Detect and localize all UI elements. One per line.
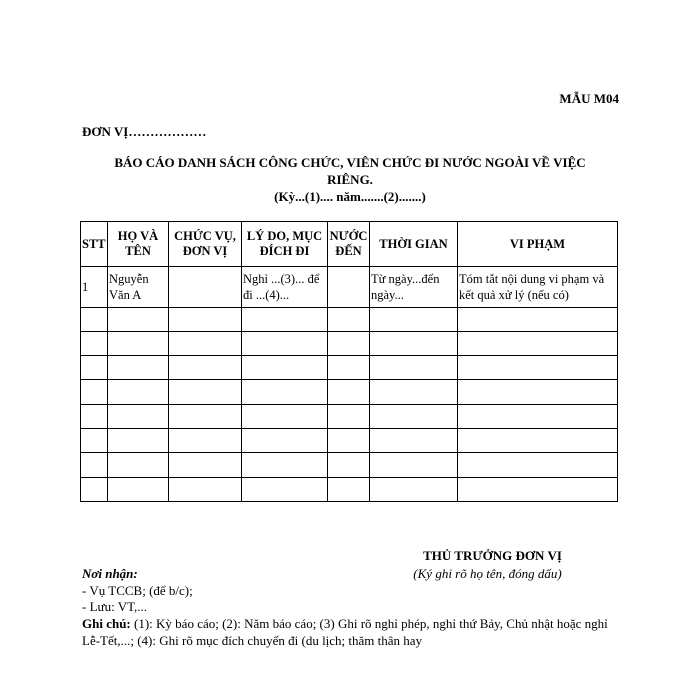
cell-reason-purpose: Nghỉ ...(3)... để đi ...(4)... bbox=[242, 267, 328, 307]
cell-violation: Tóm tắt nội dung vi phạm và kết quả xử lý (nếu có) bbox=[458, 267, 618, 307]
report-table bbox=[80, 221, 618, 502]
cell-time: Từ ngày...đến ngày... bbox=[370, 267, 458, 307]
report-period: (Kỳ...(1).... năm.......(2).......) bbox=[274, 189, 426, 204]
report-title: BÁO CÁO DANH SÁCH CÔNG CHỨC, VIÊN CHỨC ĐI NƯỚC NGOÀI VỀ VIỆC RIÊNG. bbox=[114, 155, 586, 187]
header-reason-purpose: LÝ DO, MỤC ĐÍCH ĐI bbox=[242, 222, 328, 267]
header-full-name: HỌ VÀ TÊN bbox=[108, 222, 169, 267]
table-row bbox=[81, 380, 618, 404]
header-destination-country: NƯỚC ĐẾN bbox=[328, 222, 370, 267]
notes bbox=[82, 615, 617, 649]
header-position-unit: CHỨC VỤ, ĐƠN VỊ bbox=[169, 222, 242, 267]
table-row bbox=[81, 307, 618, 331]
table-row bbox=[81, 331, 618, 355]
recipient-item: - Vụ TCCB; (để b/c); bbox=[82, 583, 193, 598]
table-row bbox=[81, 453, 618, 477]
notes-text: (1): Kỳ báo cáo; (2): Năm báo cáo; (3) Ghi rõ nghỉ phép, nghỉ thứ Bảy, Chủ nhật hoặc nghỉ Lễ-Tết,...; (4): Ghi rõ mục đích chuyến đi (du lịch; thăm thân hay bbox=[82, 616, 608, 648]
cell-position-unit bbox=[169, 267, 242, 307]
cell-stt: 1 bbox=[81, 267, 108, 307]
table-row bbox=[81, 356, 618, 380]
header-time: THỜI GIAN bbox=[370, 222, 458, 267]
cell-full-name: Nguyễn Văn A bbox=[108, 267, 169, 307]
table-row bbox=[81, 477, 618, 501]
header-violation: VI PHẠM bbox=[458, 222, 618, 267]
table-row bbox=[81, 404, 618, 428]
header-stt: STT bbox=[81, 222, 108, 267]
recipients-label: Nơi nhận: bbox=[82, 566, 138, 581]
unit-line: ĐƠN VỊ……………… bbox=[82, 124, 207, 139]
cell-destination-country bbox=[328, 267, 370, 307]
signature-note: (Ký ghi rõ họ tên, đóng dấu) bbox=[413, 566, 562, 581]
signature-title: THỦ TRƯỞNG ĐƠN VỊ bbox=[423, 548, 562, 563]
form-code: MẪU M04 bbox=[559, 91, 619, 106]
table-row bbox=[81, 267, 618, 307]
recipient-item: - Lưu: VT,... bbox=[82, 599, 148, 614]
table-row bbox=[81, 429, 618, 453]
table-header-row bbox=[81, 222, 618, 267]
notes-label: Ghi chú: bbox=[82, 616, 131, 631]
